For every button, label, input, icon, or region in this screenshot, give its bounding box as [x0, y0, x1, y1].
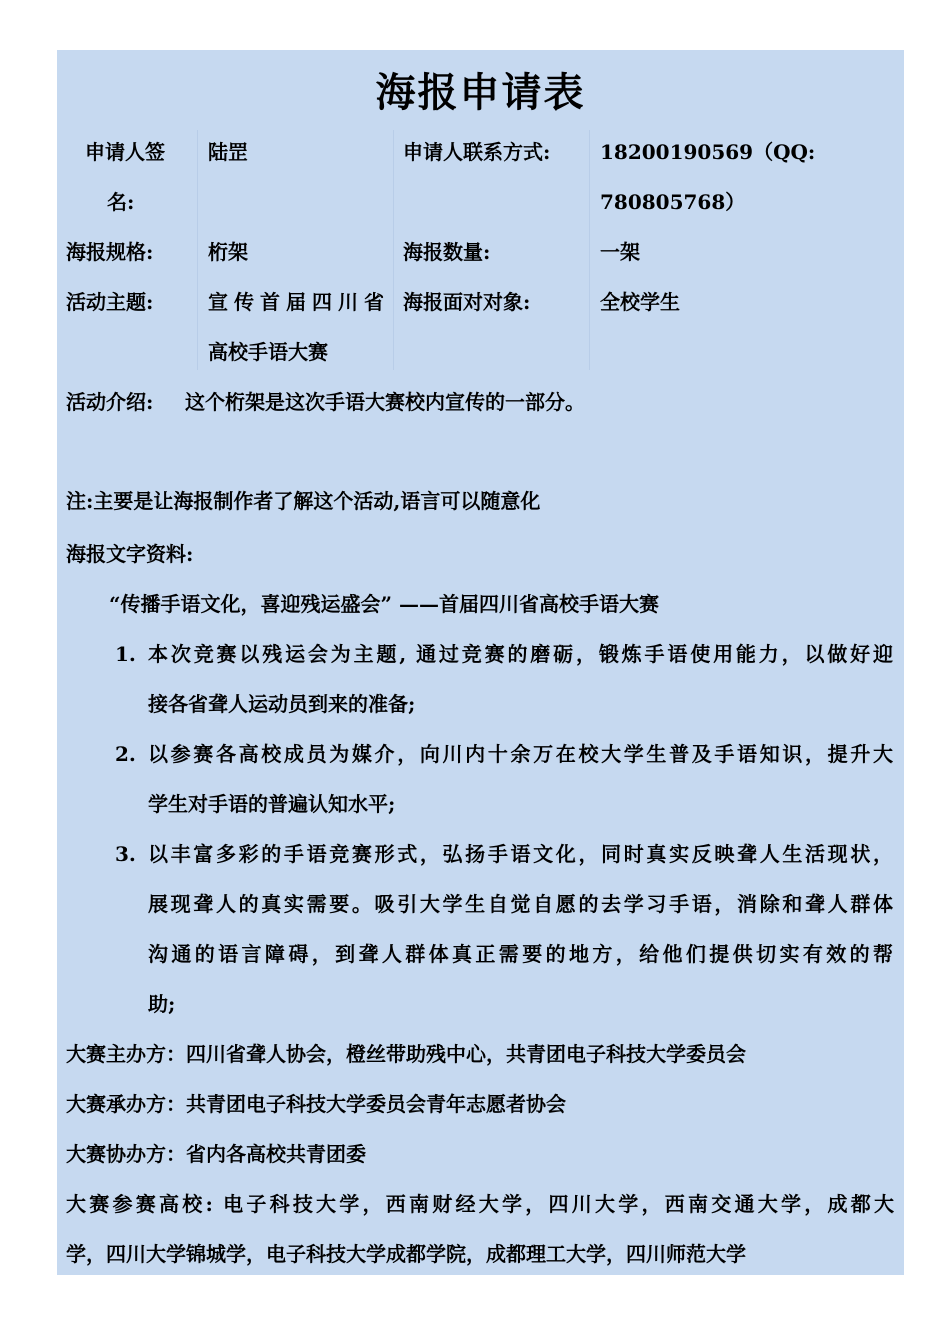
list-item-number: 2.	[115, 742, 136, 766]
column-divider	[197, 130, 198, 370]
list-item-line: 以丰富多彩的手语竞赛形式，弘扬手语文化，同时真实反映聋人生活现状，	[148, 842, 893, 866]
application-form	[57, 50, 904, 1275]
list-item-line: 以参赛各高校成员为媒介，向川内十余万在校大学生普及手语知识，提升大	[148, 742, 893, 766]
contact-value-cont: 780805768）	[600, 190, 746, 214]
page-title: 海报申请表	[375, 69, 586, 116]
materials-label: 海报文字资料:	[66, 542, 194, 566]
host-organizer: 大赛主办方：四川省聋人协会，橙丝带助残中心，共青团电子科技大学委员会	[66, 1042, 746, 1066]
list-item-line: 接各省聋人运动员到来的准备;	[148, 692, 416, 716]
intro-label: 活动介绍:	[66, 390, 154, 414]
list-item-line: 展现聋人的真实需要。吸引大学生自觉自愿的去学习手语，消除和聋人群体	[148, 892, 893, 916]
list-item-line: 本次竞赛以残运会为主题, 通过竞赛的磨砺，锻炼手语使用能力，以做好迎	[148, 642, 893, 666]
audience-label: 海报面对对象:	[403, 290, 531, 314]
quantity-value: 一架	[600, 240, 640, 264]
column-divider	[393, 130, 394, 370]
list-item-number: 3.	[115, 842, 136, 866]
participants: 大赛参赛高校: 电子科技大学，西南财经大学，四川大学，西南交通大学，成都大	[66, 1192, 894, 1216]
co-organizer: 大赛协办方：省内各高校共青团委	[66, 1142, 366, 1166]
theme-label: 活动主题:	[66, 290, 154, 314]
applicant-label-cont: 名:	[107, 190, 135, 214]
undertaker: 大赛承办方：共青团电子科技大学委员会青年志愿者协会	[66, 1092, 566, 1116]
applicant-label: 申请人签	[85, 140, 165, 164]
list-item-line: 沟通的语言障碍，到聋人群体真正需要的地方，给他们提供切实有效的帮	[148, 942, 893, 966]
quantity-label: 海报数量:	[403, 240, 491, 264]
spec-value: 桁架	[208, 240, 248, 264]
intro-text: 这个桁架是这次手语大赛校内宣传的一部分。	[185, 390, 585, 414]
theme-value: 宣传首届四川省	[208, 290, 384, 314]
contact-label: 申请人联系方式:	[403, 140, 551, 164]
list-item-line: 助;	[148, 992, 176, 1016]
list-item-number: 1.	[115, 642, 136, 666]
list-item-line: 学生对手语的普遍认知水平;	[148, 792, 396, 816]
slogan: “传播手语文化，喜迎残运盛会” ——首届四川省高校手语大赛	[109, 592, 659, 616]
audience-value: 全校学生	[600, 290, 680, 314]
spec-label: 海报规格:	[66, 240, 154, 264]
note-text: 注:主要是让海报制作者了解这个活动,语言可以随意化	[66, 489, 541, 513]
column-divider	[589, 130, 590, 370]
applicant-name: 陆罡	[208, 140, 248, 164]
contact-value: 18200190569（QQ:	[600, 140, 816, 164]
theme-value-cont: 高校手语大赛	[208, 340, 328, 364]
participants-cont: 学，四川大学锦城学，电子科技大学成都学院，成都理工大学，四川师范大学	[66, 1242, 746, 1266]
